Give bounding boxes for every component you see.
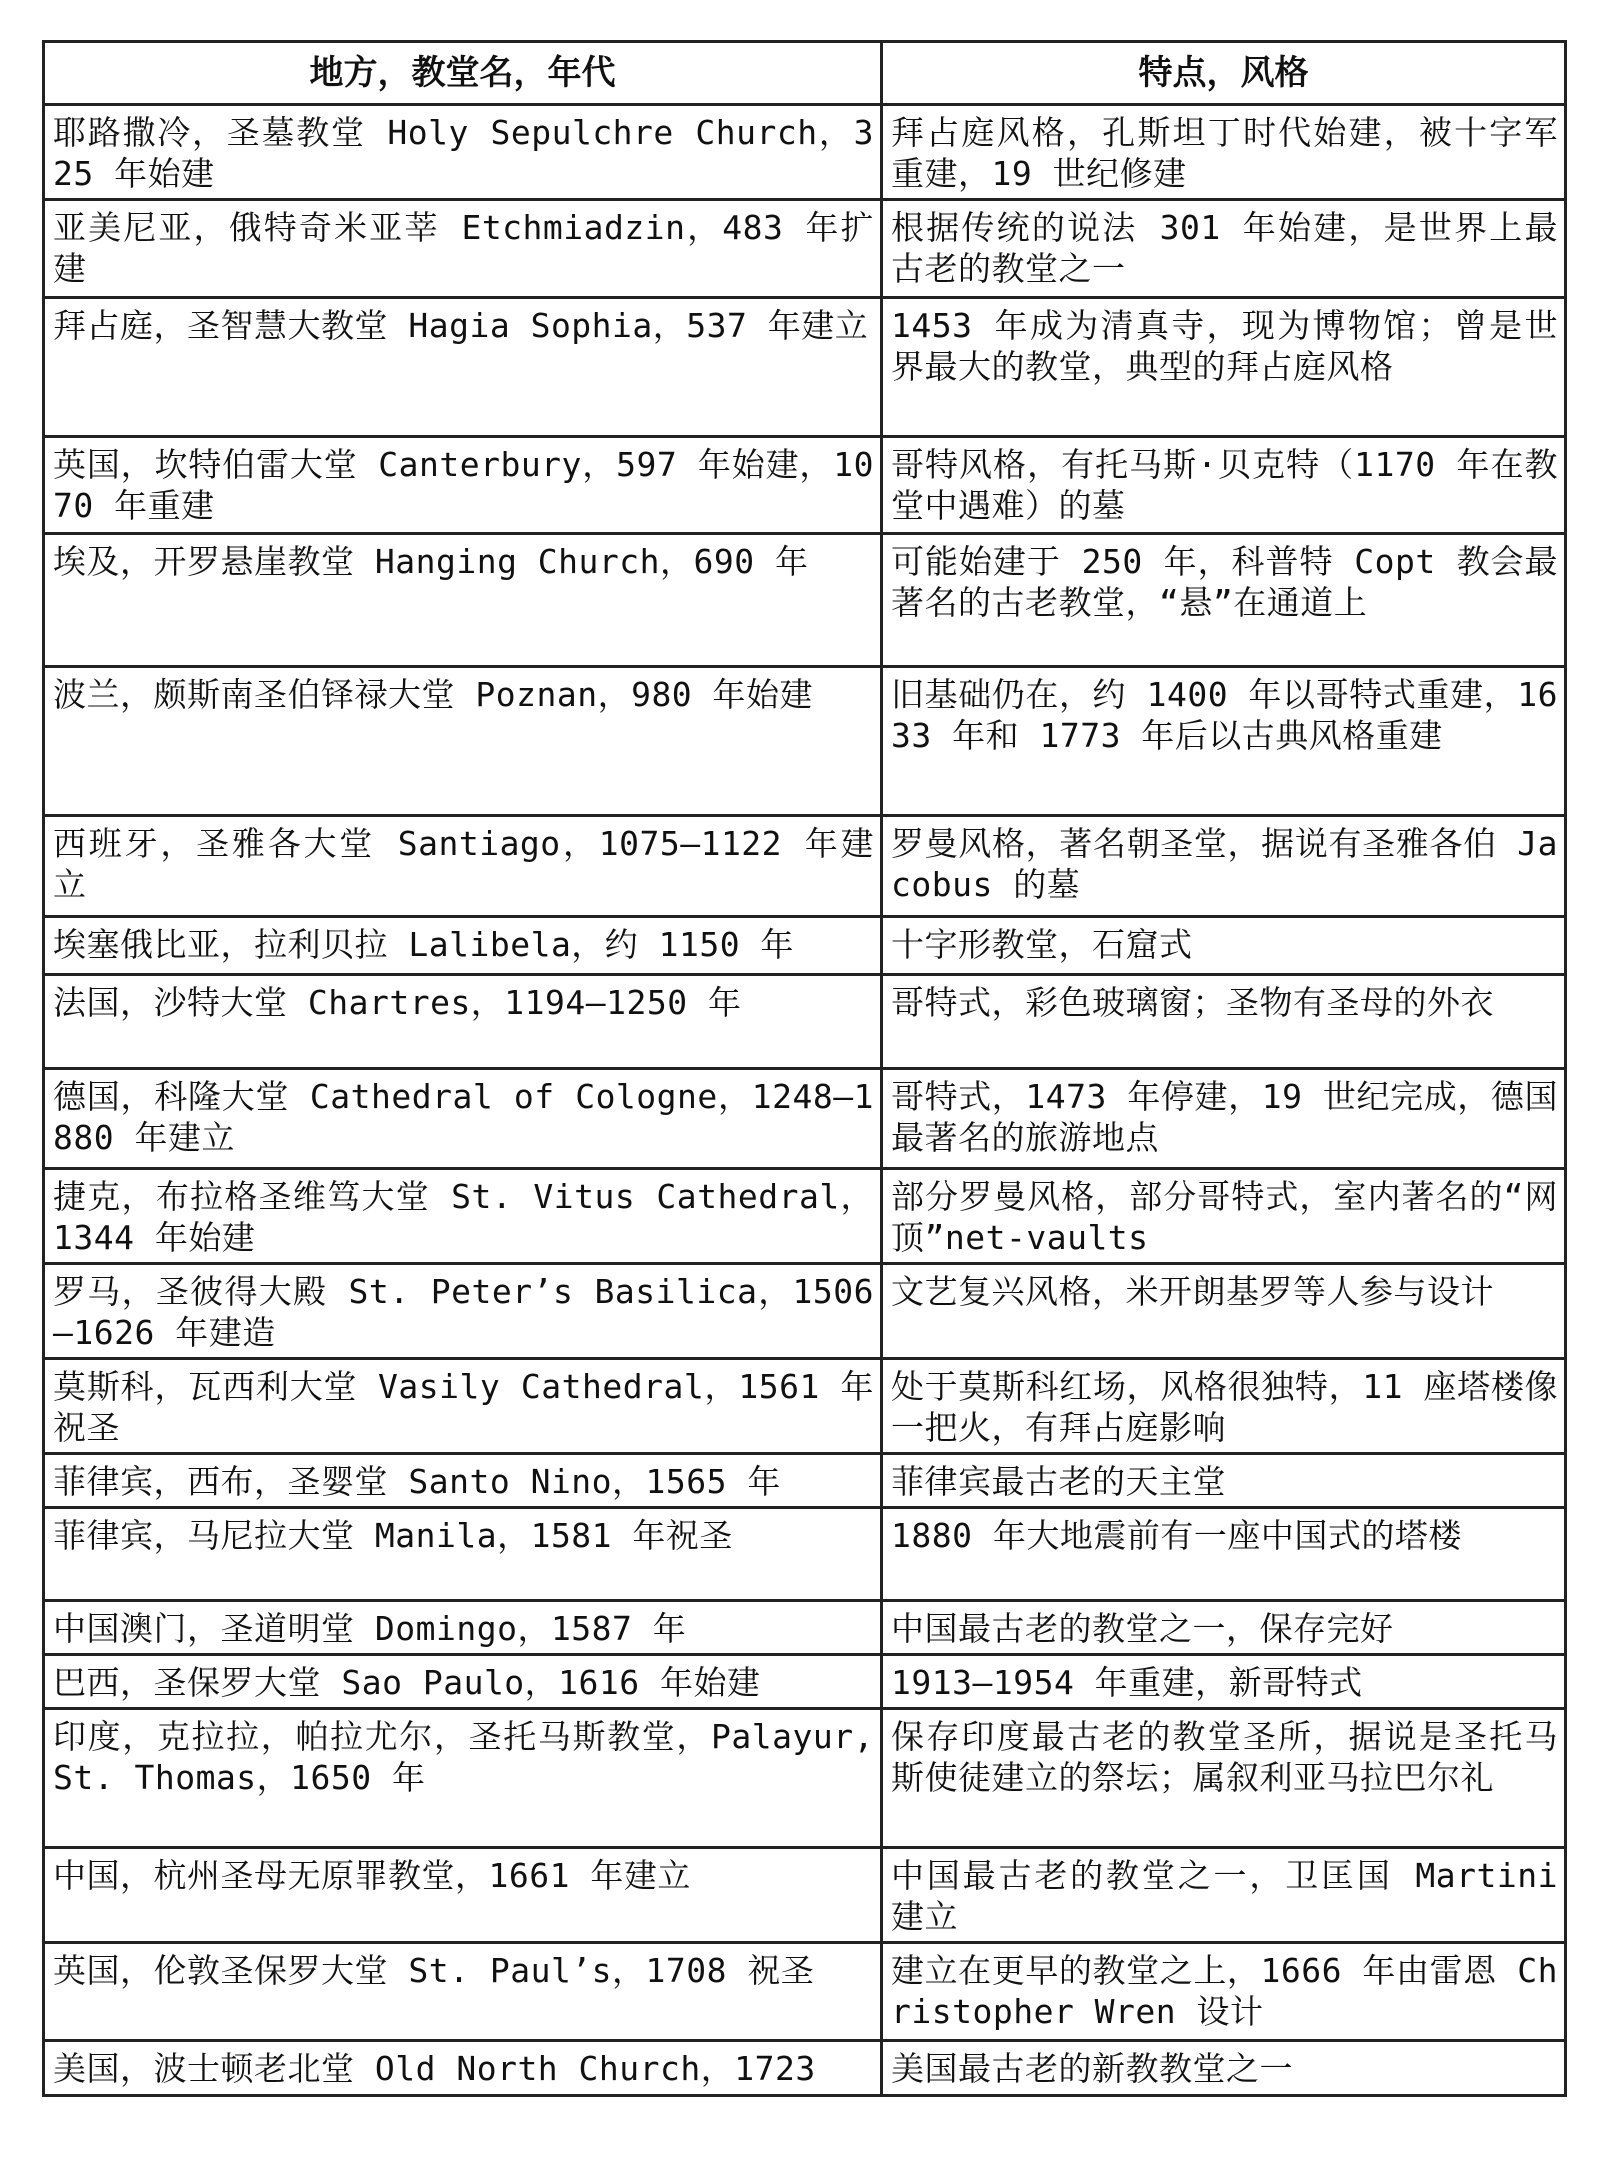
table-row — [44, 1069, 1566, 1169]
cell-place: 莫斯科，瓦西利大堂 Vasily Cathedral，1561 年祝圣 — [44, 1359, 882, 1454]
cell-features: 1880 年大地震前有一座中国式的塔楼 — [882, 1508, 1566, 1601]
table-row — [44, 1848, 1566, 1943]
table-row — [44, 298, 1566, 437]
table-row — [44, 2041, 1566, 2096]
table-row — [44, 1709, 1566, 1848]
cell-features: 美国最古老的新教教堂之一 — [882, 2041, 1566, 2096]
table-row — [44, 200, 1566, 298]
cell-place: 菲律宾，马尼拉大堂 Manila，1581 年祝圣 — [44, 1508, 882, 1601]
cell-features: 处于莫斯科红场，风格很独特，11 座塔楼像一把火，有拜占庭影响 — [882, 1359, 1566, 1454]
cell-features: 中国最古老的教堂之一，卫匡国 Martini 建立 — [882, 1848, 1566, 1943]
table-row — [44, 667, 1566, 816]
cell-features: 1913—1954 年重建，新哥特式 — [882, 1655, 1566, 1709]
church-table-container — [42, 40, 1564, 2097]
table-row — [44, 534, 1566, 667]
cell-place: 法国，沙特大堂 Chartres，1194—1250 年 — [44, 975, 882, 1069]
cell-features: 部分罗曼风格，部分哥特式，室内著名的“网顶”net-vaults — [882, 1169, 1566, 1264]
cell-place: 中国，杭州圣母无原罪教堂，1661 年建立 — [44, 1848, 882, 1943]
table-row — [44, 105, 1566, 200]
cell-features: 文艺复兴风格，米开朗基罗等人参与设计 — [882, 1264, 1566, 1359]
cell-features: 建立在更早的教堂之上，1666 年由雷恩 Christopher Wren 设计 — [882, 1943, 1566, 2041]
cell-place: 罗马，圣彼得大殿 St. Peter’s Basilica，1506—1626 年建造 — [44, 1264, 882, 1359]
cell-features: 旧基础仍在，约 1400 年以哥特式重建，1633 年和 1773 年后以古典风格重建 — [882, 667, 1566, 816]
cell-features: 哥特风格，有托马斯·贝克特（1170 年在教堂中遇难）的墓 — [882, 437, 1566, 534]
cell-features: 哥特式，彩色玻璃窗；圣物有圣母的外衣 — [882, 975, 1566, 1069]
table-row — [44, 1454, 1566, 1508]
cell-place: 埃塞俄比亚，拉利贝拉 Lalibela，约 1150 年 — [44, 917, 882, 975]
cell-place: 拜占庭，圣智慧大教堂 Hagia Sophia，537 年建立 — [44, 298, 882, 437]
cell-features: 可能始建于 250 年，科普特 Copt 教会最著名的古老教堂，“悬”在通道上 — [882, 534, 1566, 667]
cell-place: 耶路撒冷，圣墓教堂 Holy Sepulchre Church，325 年始建 — [44, 105, 882, 200]
table-row — [44, 975, 1566, 1069]
cell-place: 西班牙，圣雅各大堂 Santiago，1075—1122 年建立 — [44, 816, 882, 917]
table-header-row — [44, 42, 1566, 105]
cell-features: 哥特式，1473 年停建，19 世纪完成，德国最著名的旅游地点 — [882, 1069, 1566, 1169]
cell-features: 菲律宾最古老的天主堂 — [882, 1454, 1566, 1508]
table-row — [44, 437, 1566, 534]
cell-place: 亚美尼亚，俄特奇米亚莘 Etchmiadzin，483 年扩建 — [44, 200, 882, 298]
cell-place: 印度，克拉拉，帕拉尤尔，圣托马斯教堂，Palayur, St. Thomas，1650 年 — [44, 1709, 882, 1848]
table-row — [44, 1601, 1566, 1655]
table-row — [44, 917, 1566, 975]
cell-features: 1453 年成为清真寺，现为博物馆；曾是世界最大的教堂，典型的拜占庭风格 — [882, 298, 1566, 437]
header-features-style: 特点，风格 — [882, 42, 1566, 105]
cell-place: 英国，伦敦圣保罗大堂 St. Paul’s，1708 祝圣 — [44, 1943, 882, 2041]
cell-place: 英国，坎特伯雷大堂 Canterbury，597 年始建，1070 年重建 — [44, 437, 882, 534]
church-table — [42, 40, 1567, 2097]
table-row — [44, 1943, 1566, 2041]
cell-place: 中国澳门，圣道明堂 Domingo，1587 年 — [44, 1601, 882, 1655]
cell-place: 美国，波士顿老北堂 Old North Church，1723 — [44, 2041, 882, 2096]
table-row — [44, 1359, 1566, 1454]
cell-features: 十字形教堂，石窟式 — [882, 917, 1566, 975]
cell-features: 拜占庭风格，孔斯坦丁时代始建，被十字军重建，19 世纪修建 — [882, 105, 1566, 200]
header-place-name-year: 地方，教堂名，年代 — [44, 42, 882, 105]
table-row — [44, 1655, 1566, 1709]
table-row — [44, 1169, 1566, 1264]
cell-place: 波兰，颇斯南圣伯铎禄大堂 Poznan，980 年始建 — [44, 667, 882, 816]
table-row — [44, 1508, 1566, 1601]
cell-place: 德国，科隆大堂 Cathedral of Cologne，1248—1880 年建立 — [44, 1069, 882, 1169]
cell-place: 捷克，布拉格圣维笃大堂 St. Vitus Cathedral，1344 年始建 — [44, 1169, 882, 1264]
cell-features: 中国最古老的教堂之一，保存完好 — [882, 1601, 1566, 1655]
cell-features: 罗曼风格，著名朝圣堂，据说有圣雅各伯 Jacobus 的墓 — [882, 816, 1566, 917]
cell-place: 菲律宾，西布，圣婴堂 Santo Nino，1565 年 — [44, 1454, 882, 1508]
cell-place: 埃及，开罗悬崖教堂 Hanging Church，690 年 — [44, 534, 882, 667]
cell-features: 根据传统的说法 301 年始建，是世界上最古老的教堂之一 — [882, 200, 1566, 298]
table-row — [44, 1264, 1566, 1359]
cell-features: 保存印度最古老的教堂圣所，据说是圣托马斯使徒建立的祭坛；属叙利亚马拉巴尔礼 — [882, 1709, 1566, 1848]
table-row — [44, 816, 1566, 917]
cell-place: 巴西，圣保罗大堂 Sao Paulo，1616 年始建 — [44, 1655, 882, 1709]
